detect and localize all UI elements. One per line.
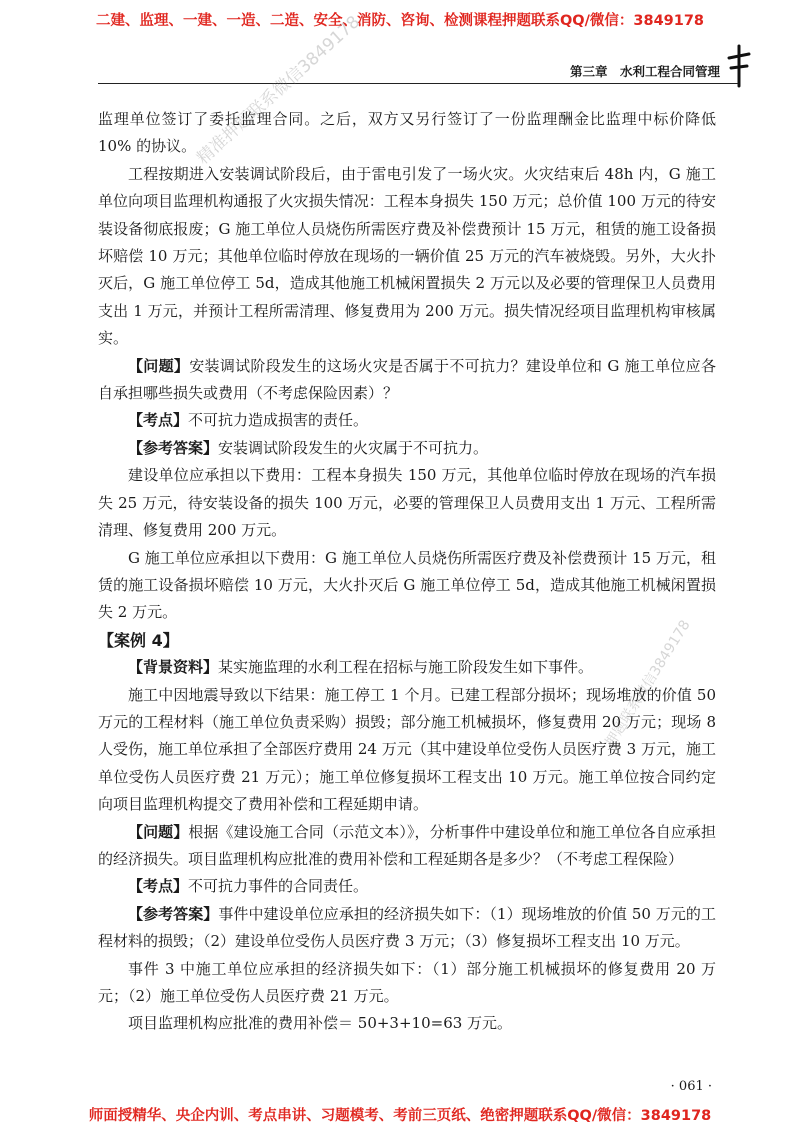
page-number: · 061 · xyxy=(670,1079,712,1094)
background-text: 某实施监理的水利工程在招标与施工阶段发生如下事件。 xyxy=(218,658,594,677)
paragraph: 工程按期进入安装调试阶段后，由于雷电引发了一场火灾。火灾结束后 48h 内，G 施工单位向项目监理机构通报了火灾损失情况：工程本身损失 150 万元；总价值 100 万元的待安装设备彻底报废；G 施工单位人员烧伤所需医疗费及补偿费预计 15 万元，租赁的施工设备损坏赔偿 10 万元；其他单位临时停放在现场的一辆价值 25 万元的汽车被烧毁。另外，大火扑灭后，G 施工单位停工 5d，造成其他施工机械闲置损失 2 万元以及必要的管理保卫人员费用支出 1 万元，并预计工程所需清理、修复费用为 200 万元。损失情况经项目监理机构审核属实。 xyxy=(98,164,716,348)
keypoint-tag: 【考点】 xyxy=(128,411,189,430)
paragraph: 事件 3 中施工单位应承担的经济损失如下：（1）部分施工机械损坏的修复费用 20 万元；（2）施工单位受伤人员医疗费 21 万元。 xyxy=(98,959,716,1005)
background-tag: 【背景资料】 xyxy=(128,658,219,677)
watermark: 精准押题联系微信3849178 xyxy=(193,12,365,169)
paragraph: 建设单位应承担以下费用：工程本身损失 150 万元，其他单位临时停放在现场的汽车损失 25 万元，待安装设备的损失 100 万元，必要的管理保卫人员费用支出 1 万元、工程所需清理、修复费用 200 万元。 xyxy=(98,466,716,540)
keypoint-text: 不可抗力造成损害的责任。 xyxy=(188,411,369,430)
header-ornament-icon xyxy=(724,44,754,88)
answer-text: 事件中建设单位应承担的经济损失如下：（1）现场堆放的价值 50 万元的工程材料的损毁；（2）建设单位受伤人员医疗费 3 万元；（3）修复损坏工程支出 10 万元。 xyxy=(98,904,716,951)
paragraph: G 施工单位应承担以下费用：G 施工单位人员烧伤所需医疗费及补偿费预计 15 万元，租赁的施工设备损坏赔偿 10 万元，大火扑灭后 G 施工单位停工 5d，造成其他施工机械闲置损失 2 万元。 xyxy=(98,548,716,622)
watermark: 押题联系微信3849178 xyxy=(602,617,694,751)
bottom-ad-banner: 师面授精华、央企内训、考点串讲、习题模考、考前三页纸、绝密押题联系QQ/微信：3849178 xyxy=(88,1108,712,1124)
paragraph: 监理单位签订了委托监理合同。之后，双方又另行签订了一份监理酬金比监理中标价降低 10% 的协议。 xyxy=(98,110,716,156)
question-tag: 【问题】 xyxy=(128,822,189,841)
answer-tag: 【参考答案】 xyxy=(128,904,219,923)
answer-paragraph xyxy=(98,435,716,462)
paragraph: 项目监理机构应批准的费用补偿＝ 50+3+10=63 万元。 xyxy=(128,1014,513,1033)
keypoint-text: 不可抗力事件的合同责任。 xyxy=(188,877,369,896)
question-tag: 【问题】 xyxy=(128,356,190,375)
question-text: 安装调试阶段发生的这场火灾是否属于不可抗力？建设单位和 G 施工单位应各自承担哪些损失或费用（不考虑保险因素）？ xyxy=(98,356,716,403)
paragraph: 施工中因地震导致以下结果：施工停工 1 个月。已建工程部分损坏；现场堆放的价值 50 万元的工程材料（施工单位负责采购）损毁；部分施工机械损坏，修复费用 20 万元；现场 8 人受伤，施工单位承担了全部医疗费用 24 万元（其中建设单位受伤人员医疗费 3 万元，施工单位受伤人员医疗费 21 万元）；施工单位修复损坏工程支出 10 万元。施工单位按合同约定向项目监理机构提交了费用补偿和工程延期申请。 xyxy=(98,685,716,814)
answer-paragraph xyxy=(98,901,716,956)
question-paragraph xyxy=(98,819,716,874)
page-body xyxy=(98,106,716,1038)
chapter-header: 第三章 水利工程合同管理 xyxy=(569,64,720,79)
keypoint-paragraph xyxy=(98,873,716,900)
answer-tag: 【参考答案】 xyxy=(128,438,219,457)
question-text: 根据《建设施工合同（示范文本）》，分析事件中建设单位和施工单位各自应承担的经济损失。项目监理机构应批准的费用补偿和工程延期各是多少？（不考虑工程保险） xyxy=(98,822,716,868)
answer-text: 安装调试阶段发生的火灾属于不可抗力。 xyxy=(218,438,489,457)
question-paragraph xyxy=(98,353,716,408)
case-title: 【案例 4】 xyxy=(98,630,179,650)
keypoint-paragraph xyxy=(98,407,716,434)
header-rule xyxy=(98,83,738,84)
background-paragraph xyxy=(98,654,716,681)
top-ad-banner: 二建、监理、一建、一造、二造、安全、消防、咨询、检测课程押题联系QQ/微信：3849178 xyxy=(95,13,705,29)
keypoint-tag: 【考点】 xyxy=(128,877,189,896)
